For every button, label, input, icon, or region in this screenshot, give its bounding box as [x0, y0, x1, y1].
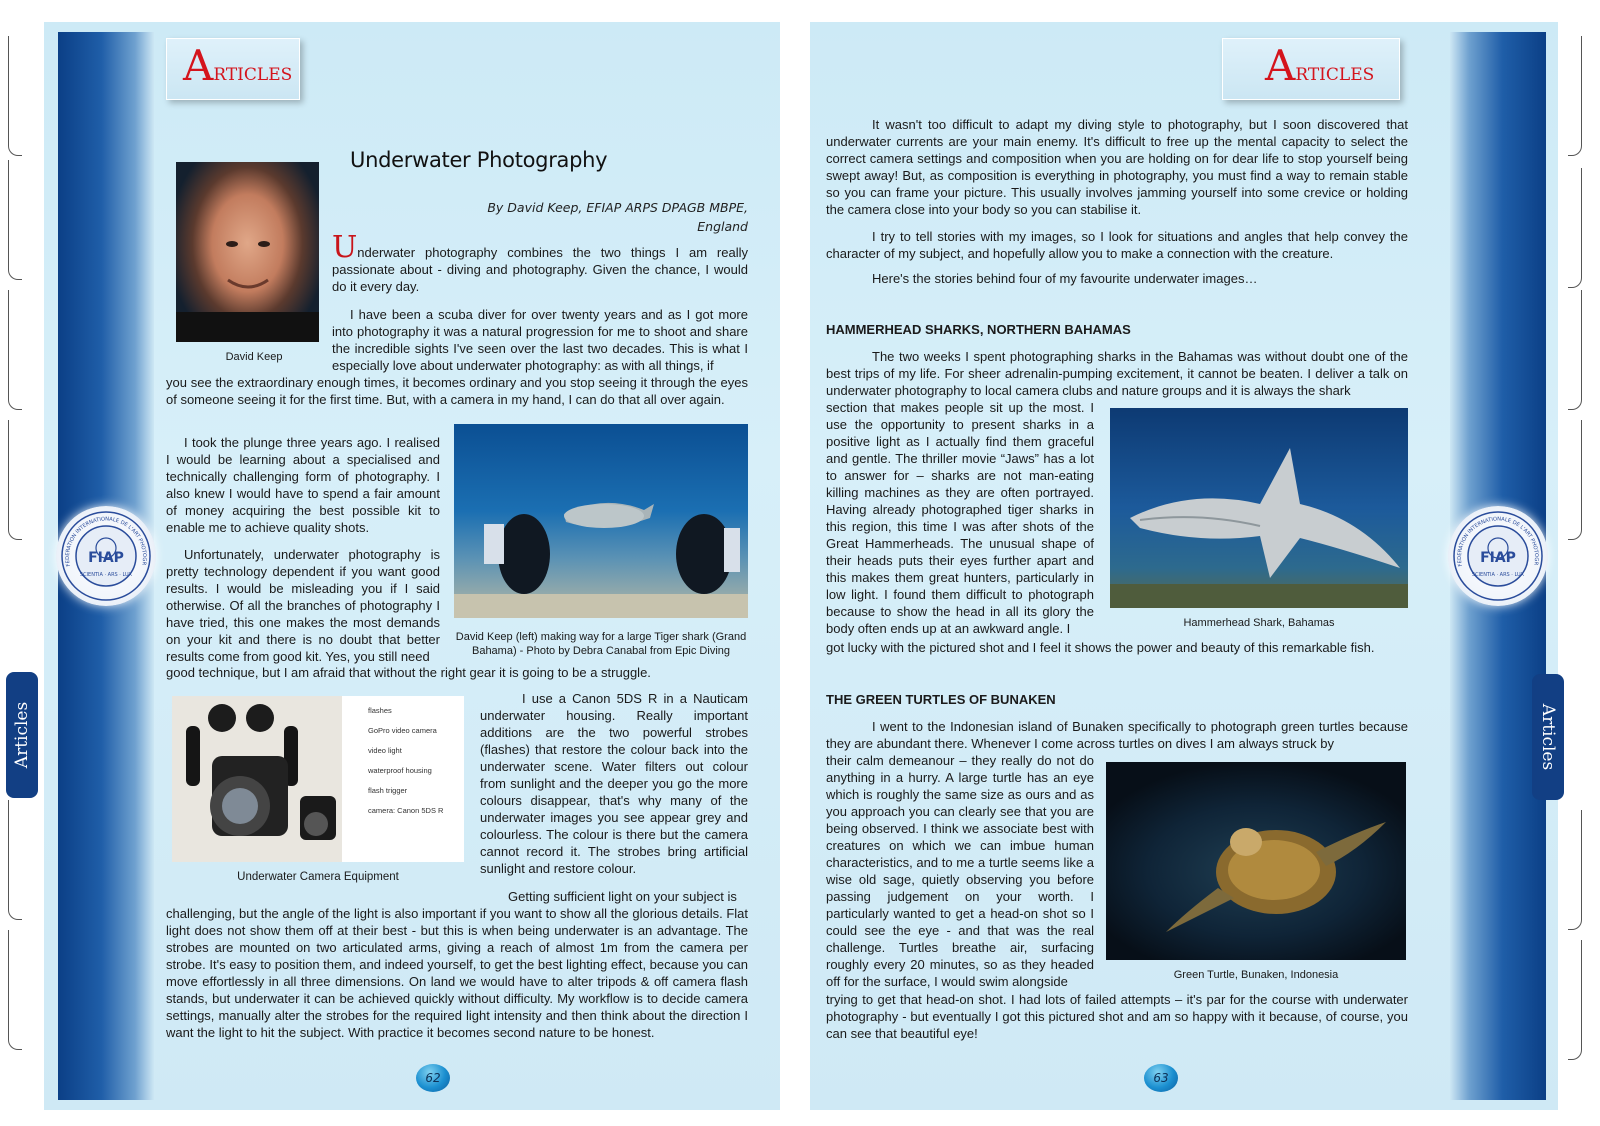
byline: By David Keep, EFIAP ARPS DPAGB MBPE, England [487, 200, 748, 234]
right-page [810, 22, 1558, 1110]
side-tab-articles-left[interactable] [6, 672, 38, 798]
articles-header [1222, 38, 1400, 100]
header-rest: RTICLES [1295, 65, 1375, 85]
hammerhead-caption: Hammerhead Shark, Bahamas [1183, 617, 1335, 629]
side-tab-label: Articles [12, 701, 32, 769]
seal-center-text: FIAP [88, 550, 124, 566]
articles-header [166, 38, 300, 100]
turtle-caption: Green Turtle, Bunaken, Indonesia [1173, 969, 1339, 981]
binder-curve [8, 36, 22, 156]
article-title: Underwater Photography [350, 148, 608, 172]
seal-ring-text: FEDERATION INTERNATIONALE DE L'ART PHOTOGR [1456, 516, 1540, 567]
page-number-left: 62 [416, 1064, 450, 1092]
turtle-paragraph-end: trying to get that head-on shot. I had lots of failed attempts – it's par for the course with underwater photography - but eventually I got this pictured shot and am so happy with it because, of course, you can see that beautiful eye! [826, 992, 1408, 1041]
binder-curve [8, 420, 22, 540]
hammerhead-photo [1110, 408, 1408, 608]
seal-center-text: FIAP [1480, 550, 1516, 566]
binder-curve [1568, 36, 1582, 156]
seal-ring-text: FEDERATION INTERNATIONALE DE L'ART PHOTOGR [64, 516, 148, 567]
tiger-shark-caption: David Keep (left) making way for a large Tiger shark (Grand Bahama) - Photo by Debra Canabal from Epic Diving [455, 631, 747, 657]
favourites-paragraph: Here's the stories behind four of my favourite underwater images… [872, 271, 1258, 286]
side-tab-articles-right[interactable] [1532, 674, 1564, 800]
label-video-light: video light [368, 746, 402, 755]
unfortunately-paragraph-end: good technique, but I am afraid that without the right gear it is going to be a struggle. [166, 665, 651, 680]
binder-curve [1568, 940, 1582, 1060]
fiap-seal-icon [56, 506, 156, 606]
unfortunately-paragraph: Unfortunately, underwater photography is pretty technology dependent if you want good results. I would be misleading you if I said otherwise. Of all the branches of photography I have tried, this one makes the most demands on your kit and there is no doubt that better results come from good kit. Yes, you still need [166, 547, 440, 664]
turtle-paragraph: I went to the Indonesian island of Bunaken specifically to photograph green turtles because they are abundant there. Whenever I come across turtles on dives I am always struck by [826, 719, 1408, 751]
drop-cap: U [332, 230, 358, 265]
turtles-heading: THE GREEN TURTLES OF BUNAKEN [826, 692, 1056, 707]
hammerhead-heading: HAMMERHEAD SHARKS, NORTHERN BAHAMAS [826, 322, 1131, 337]
binder-curve [1568, 168, 1582, 288]
label-flashes: flashes [368, 706, 392, 715]
binder-curve [1568, 290, 1582, 410]
turtle-photo [1106, 762, 1406, 960]
binder-curve [8, 160, 22, 280]
intro-paragraph [332, 230, 748, 295]
binder-curve [1568, 810, 1582, 930]
adapt-paragraph: It wasn't too difficult to adapt my diving style to photography, but I soon discovered that underwater currents are your main enemy. It's difficult to free up the mental capacity to select the correct camera settings and composition when you are holding on for dear life to stop yourself being swept away! But, as composition is everything in photography, you must find a way to remain stable so you can frame your picture. This usually involves jamming yourself into some crevice or holding the camera close into your body so you can stabilise it. [826, 117, 1408, 217]
side-tab-label: Articles [1538, 703, 1558, 771]
portrait-caption: David Keep [225, 351, 283, 363]
binder-curve [1568, 420, 1582, 540]
label-gopro: GoPro video camera [368, 726, 437, 735]
label-housing: waterproof housing [368, 766, 432, 775]
fiap-seal-icon [1448, 506, 1548, 606]
stories-paragraph: I try to tell stories with my images, so I look for situations and angles that help convey the character of my subject, and hopefully allow you to make a connection with the creature. [826, 229, 1408, 261]
page-number-right: 63 [1144, 1064, 1178, 1092]
turtle-column: their calm demeanour – they really do not do anything in a hurry. A large turtle has an eye which is roughly the same size as ours and as you approach you can clearly see that you are being observed. I think we associate best with creatures on which we can imbue human characteristics, and to me a turtle seems like a wise old sage, quietly observing you before passing judgement on your worth. I particularly wanted to get a head-on shot so I could see the eye - and that was the real challenge. Turtles breathe air, surfacing roughly every 20 minutes, so as they headed off for the surface, I would swim alongside [826, 753, 1094, 989]
scuba-paragraph-bottom: you see the extraordinary enough times, it becomes ordinary and you stop seeing it through the eyes of someone seeing it for the first time. But, with a camera in my hand, I can do that all over again. [166, 375, 748, 407]
hammerhead-paragraph: The two weeks I spent photographing sharks in the Bahamas was without doubt one of the best trips of my life. For sheer adrenalin-pumping excitement, it cannot be beaten. I deliver a talk on underwater photography to local camera clubs and nature groups and it is always the shark [826, 349, 1408, 398]
portrait-photo [176, 162, 319, 342]
light-paragraph-start: Getting sufficient light on your subject is [508, 889, 737, 904]
hammerhead-paragraph-end: got lucky with the pictured shot and I feel it shows the power and beauty of this remarkable fish. [826, 640, 1375, 655]
header-rest: RTICLES [213, 65, 293, 85]
seal-motto-text: SCIENTIA · ARS · LUX [1471, 572, 1525, 578]
binder-curve [8, 930, 22, 1050]
equipment-caption: Underwater Camera Equipment [237, 871, 399, 883]
header-initial: A [183, 41, 214, 90]
binder-curve [8, 800, 22, 920]
seal-motto-text: SCIENTIA · ARS · LUX [79, 572, 133, 578]
label-trigger: flash trigger [368, 786, 408, 795]
header-initial: A [1265, 41, 1296, 90]
equipment-photo [172, 696, 464, 862]
tiger-shark-photo [454, 424, 748, 618]
hammerhead-column: section that makes people sit up the most. I use the opportunity to present sharks in a positive light as I actually find them graceful and gentle. The thriller movie “Jaws” has a lot to answer for – sharks are not man-eating killing machines as they are often portrayed. Having already photographed tiger sharks in this region, this time I was after shots of the Great Hammerheads. The unusual shape of their heads puts their eyes further apart and this makes them great hunters, particularly in low light. I found them difficult to photograph because to show the head in all its glory the body often ends up at an awkward angle. I [826, 400, 1094, 636]
light-paragraph: challenging, but the angle of the light is also important if you want to show all the glorious details. Flat light does not show them off at their best - but this is when being underwater is an advantage. The strobes are mounted on two articulated arms, giving a reach of almost 1m from the camera per strobe. It's easy to position them, and indeed yourself, to get the best lighting effect, because you can move effortlessly in all three dimensions. On land we would have to alter tripods & off camera flash stands, but underwater it can be achieved quickly without difficulty. My workflow is to decide camera settings, manually alter the strobes for the required light intensity and then think about the direction I want the light to hit the subject. With practice it becomes second nature to be honest. [166, 906, 748, 1040]
intro-text: nderwater photography combines the two things I am really passionate about - diving and photography. Given the chance, I would do it every day. [332, 245, 748, 294]
equipment-label-list [368, 706, 464, 815]
canon-paragraph: I use a Canon 5DS R in a Nauticam underwater housing. Really important additions are the two powerful strobes (flashes) that restore the colour back into the underwater scene. Water filters out colour from sunlight and the deeper you go the more colours disappear, that's why many of the underwater images you see appear grey and colourless. The colour is there but the camera cannot record it. The strobes bring artificial sunlight and restore colour. [480, 691, 748, 876]
binder-curve [8, 290, 22, 410]
plunge-paragraph: I took the plunge three years ago. I realised I would be learning about a specialised and technically challenging form of photography. I also knew I would have to spend a fair amount of money acquiring the best possible kit to enable me to achieve quality shots. [166, 435, 440, 535]
label-camera: camera: Canon 5DS R [368, 806, 444, 815]
left-page [44, 22, 780, 1110]
scuba-paragraph-top: I have been a scuba diver for over twenty years and as I got more into photography it was a natural progression for me to shoot and share the incredible sights I've seen over the last two decades. This is what I especially love about underwater photography: as with all things, if [332, 307, 748, 373]
